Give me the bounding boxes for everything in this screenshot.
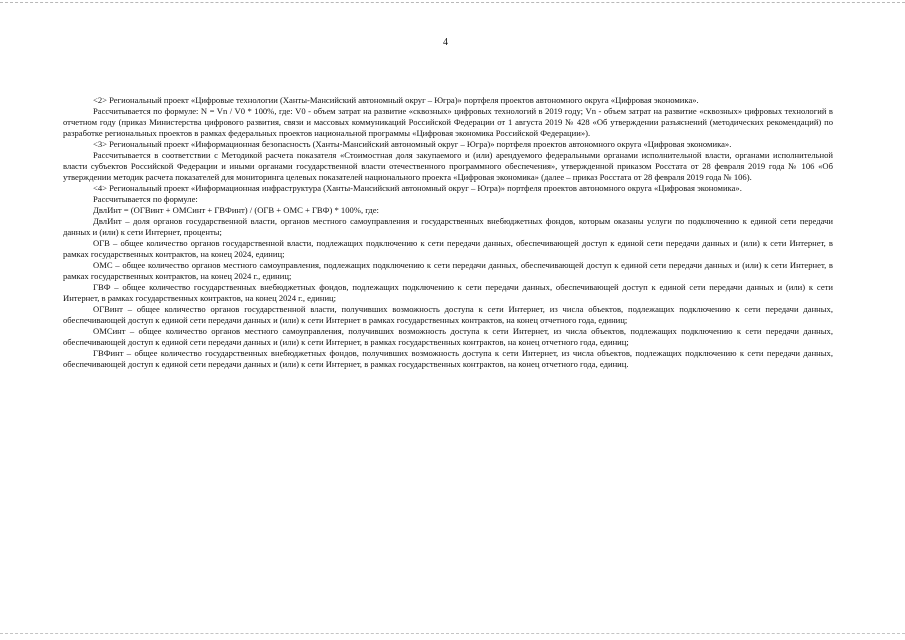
definition-gvf: ГВФ – общее количество государственных внебюджетных фондов, подлежащих подключению к сети передачи данных, обеспечивающей доступ к единой сети передачи данных и (или) к сети Интернет, в рамках государственных контрактов, на конец 2024 г., единиц; xyxy=(63,282,833,303)
footnote-4: <4> Региональный проект «Информационная инфраструктура (Ханты-Мансийский автономный округ – Югра)» портфеля проектов автономного округа «Цифровая экономика». xyxy=(93,183,742,193)
definition-omsint: ОМСинт – общее количество органов местного самоуправления, получивших возможность доступа к сети Интернет, из числа объектов, подлежащих подключению к сети передачи данных, обеспечивающей доступ к единой сети передачи данных и (или) к сети Интернет, в рамках государственных контрактов, на конец отчетного года, единиц; xyxy=(63,326,833,347)
definition-oms: ОМС – общее количество органов местного самоуправления, подлежащих подключению к сети передачи данных, обеспечивающей доступ к единой сети передачи данных и (или) к сети Интернет, в рамках государственных контрактов, на конец 2024 г., единиц; xyxy=(63,260,833,281)
definition-gvfint: ГВФинт – общее количество государственных внебюджетных фондов, получивших возможность доступа к сети Интернет, из числа объектов, подлежащих подключению к сети передачи данных, обеспечивающей доступ к единой сети передачи данных и (или) к сети Интернет, в рамках государственных контрактов, на конец отчетного года, единиц. xyxy=(63,348,833,369)
paragraph-methodology: Рассчитывается в соответствии с Методикой расчета показателя «Стоимостная доля закупаемого и (или) арендуемого федеральными органами исполнительной власти, органами исполнительной власти субъектов Российской Федерации и иными органами государственной власти отечественного программного обеспечения», утвержденной приказом Росстата от 28 февраля 2019 года № 106 «Об утверждении методик расчета показателей для мониторинга целевых показателей национального проекта «Цифровая экономика» (далее – приказ Росстата от 28 февраля 2019 года № 106). xyxy=(63,150,833,182)
definition-ogv: ОГВ – общее количество органов государственной власти, подлежащих подключению к сети передачи данных, обеспечивающей доступ к единой сети передачи данных и (или) к сети Интернет, в рамках государственных контрактов, на конец 2024, единиц; xyxy=(63,238,833,259)
formula-dvlint: ДвлИнт = (ОГВинт + ОМСинт + ГВФинт) / (ОГВ + ОМС + ГВФ) * 100%, где: xyxy=(93,205,379,215)
page-number: 4 xyxy=(443,37,448,48)
document-body xyxy=(63,95,833,370)
paragraph-formula-n: Рассчитывается по формуле: N = Vn / V0 * 100%, где: V0 - объем затрат на развитие «сквозных» цифровых технологий в 2019 году; Vn - объем затрат на развитие «сквозных» цифровых технологий в отчетном году (приказ Министерства цифрового развития, связи и массовых коммуникаций Российской Федерации от 1 августа 2019 № 428 «Об утверждении разъяснений (методических рекомендаций) по разработке региональных проектов в рамках федеральных проектов национальной программы «Цифровая экономика Российской Федерации»). xyxy=(63,106,833,138)
footnote-2: <2> Региональный проект «Цифровые технологии (Ханты-Мансийский автономный округ – Югра)» портфеля проектов автономного округа «Цифровая экономика». xyxy=(93,95,699,105)
scan-edge-top xyxy=(0,2,905,3)
definition-dvlint: ДвлИнт – доля органов государственной власти, органов местного самоуправления и государственных внебюджетных фондов, которым оказаны услуги по подключению к единой сети передачи данных и (или) к сети Интернет, проценты; xyxy=(63,216,833,237)
paragraph-formula-intro: Рассчитывается по формуле: xyxy=(93,194,198,204)
footnote-3: <3> Региональный проект «Информационная безопасность (Ханты-Мансийский автономный округ – Югра)» портфеля проектов автономного округа «Цифровая экономика». xyxy=(93,139,732,149)
definition-ogvint: ОГВинт – общее количество органов государственной власти, получивших возможность доступа к сети Интернет, из числа объектов, подлежащих подключению к сети передачи данных, обеспечивающей доступ к единой сети передачи данных и (или) к сети Интернет в рамках государственных контрактов, на конец отчетного года, единиц; xyxy=(63,304,833,325)
scan-edge-bottom xyxy=(0,633,905,634)
